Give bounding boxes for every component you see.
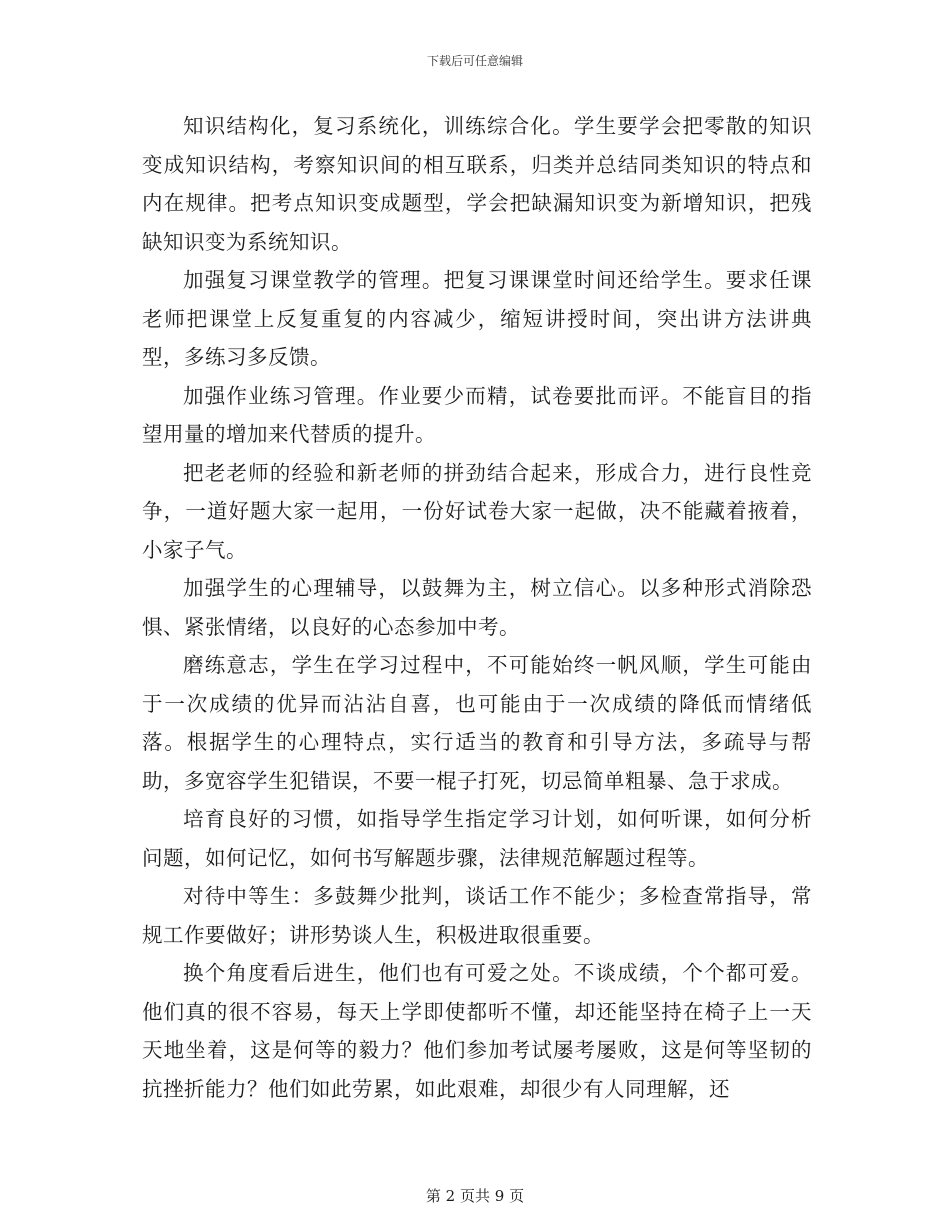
paragraph-willpower: 磨练意志，学生在学习过程中，不可能始终一帆风顺，学生可能由于一次成绩的优异而沾沾自喜，也可能由于一次成绩的降低而情绪低落。根据学生的心理特点，实行适当的教育和引导方法，多疏导与帮助，多宽容学生犯错误，不要一棍子打死，切忌简单粗暴、急于求成。	[142, 653, 812, 793]
paragraph-good-habits: 培育良好的习惯，如指导学生指定学习计划，如何听课，如何分析问题，如何记忆，如何书写解题步骤，法律规范解题过程等。	[142, 807, 812, 870]
paragraph-underachievers: 换个角度看后进生，他们也有可爱之处。不谈成绩，个个都可爱。他们真的很不容易，每天上学即使都听不懂，却还能坚持在椅子上一天天地坐着，这是何等的毅力？他们参加考试屡考屡败，这是何等坚韧的抗挫折能力？他们如此劳累，如此艰难，却很少有人同理解，还	[142, 961, 812, 1101]
paragraph-classroom-management: 加强复习课堂教学的管理。把复习课课堂时间还给学生。要求任课老师把课堂上反复重复的内容减少，缩短讲授时间，突出讲方法讲典型，多练习多反馈。	[142, 268, 812, 369]
page-number: 第 2 页共 9 页	[425, 1187, 525, 1205]
document-body	[142, 107, 812, 1108]
paragraph-knowledge-structure: 知识结构化，复习系统化，训练综合化。学生要学会把零散的知识变成知识结构，考察知识间的相互联系，归类并总结同类知识的特点和内在规律。把考点知识变成题型，学会把缺漏知识变为新增知识，把残缺知识变为系统知识。	[142, 114, 812, 254]
paragraph-psychological-counseling: 加强学生的心理辅导，以鼓舞为主，树立信心。以多种形式消除恐惧、紧张情绪，以良好的心态参加中考。	[142, 576, 812, 639]
paragraph-middle-students: 对待中等生：多鼓舞少批判，谈话工作不能少；多检查常指导，常规工作要做好；讲形势谈人生，积极进取很重要。	[142, 884, 812, 947]
page-header: 下载后可任意编辑	[426, 54, 523, 68]
paragraph-homework-management: 加强作业练习管理。作业要少而精，试卷要批而评。不能盲目的指望用量的增加来代替质的提升。	[142, 383, 812, 446]
paragraph-teacher-cooperation: 把老老师的经验和新老师的拼劲结合起来，形成合力，进行良性竞争，一道好题大家一起用，一份好试卷大家一起做，决不能藏着掖着，小家子气。	[142, 460, 812, 562]
